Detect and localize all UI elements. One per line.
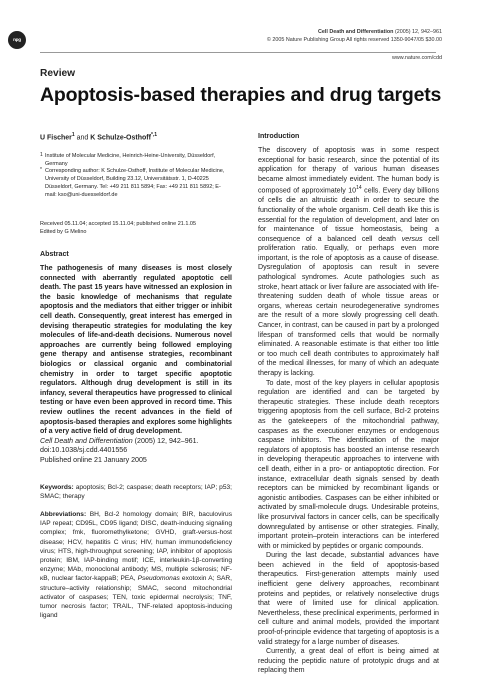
exponent: 14: [356, 185, 362, 192]
keywords-text: apoptosis; Bcl-2; caspase; death receptors; IAP; p53; SMAC; therapy: [40, 484, 232, 500]
journal-header: [318, 29, 442, 35]
abstract-heading: Abstract: [40, 250, 69, 258]
abstract-citation: [40, 437, 232, 447]
abstract-body: [40, 264, 232, 465]
author-1: U Fischer: [40, 134, 72, 142]
copyright-line: © 2005 Nature Publishing Group All rights reserved 1350-9047/05 $30.00: [266, 37, 442, 43]
received-dates: Received 05.11.04; accepted 15.11.04; published online 21.1.05: [40, 221, 197, 227]
author-separator: and: [74, 134, 91, 142]
intro-paragraph-4: Currently, a great deal of effort is being aimed at reducing the peptidic nature of prototypic drugs and at replacing them: [258, 647, 439, 675]
author-list: [40, 131, 232, 143]
received-info: [40, 221, 232, 236]
affiliations: [40, 153, 232, 199]
publisher-logo: npg: [8, 31, 26, 49]
author-2: K Schulze-Osthoff: [90, 134, 151, 142]
intro-paragraph-1: The discovery of apoptosis was in some respect exceptional for basic research, since the potential of its application for therapy of various human diseases became almost immediately evident. The human body is composed of approximately $10^{14}$ cells. Every day billions of cells die an altruistic death in order to secure the functionality of the whole organism. Cell death like this is essential for the regulation of development, and later on for maintenance of tissue homeostasis, being a consequence of a balanced cell death versus cell proliferation ratio. Equally, or perhaps even more important, is the role of apoptosis as a cause of disease. Dysregulation of apoptosis can result in severe pathological syndromes. Acute pathologies such as stroke, heart attack or liver failure are associated with life-threatening sudden death of whole tissue areas or organs, whereas certain neurodegenerative syndromes are the result of a more slowly progressing cell death. Cancer, in contrast, can be caused in part by a prolonged lifespan of transformed cells that would be normally eliminated. A reasonable estimate is that either too little or too much cell death contributes to approximately half of the medical illnesses, for many of which an adequate therapy is lacking.: [258, 146, 439, 378]
article-title: Apoptosis-based therapies and drug targets: [40, 84, 442, 106]
journal-name: Cell Death and Differentiation: [317, 29, 394, 35]
affiliation-1: [40, 153, 232, 168]
affiliation-corresponding: [40, 168, 232, 199]
abbreviations-label: Abbreviations:: [40, 511, 87, 518]
editor-line: Edited by G Melino: [40, 228, 87, 235]
citation-rest: (2005) 12, 942–961.: [132, 436, 199, 445]
abstract-text: The pathogenesis of many diseases is most closely connected with aberrantly regulated apoptotic cell death. The past 15 years have witnessed an explosion in the basic knowledge of mechanisms that regulate apoptosis and the mediators that either trigger or inhibit cell death. Consequently, great interest has emerged in devising therapeutic strategies for modulating the key molecules of life-and-death decisions. Numerous novel approaches are currently being followed employing gene therapy and antisense strategies, recombinant biologics or classical organic and combinatorial chemistry in order to target specific apoptotic regulators. Although drug development is still in its infancy, several therapeutics have progressed to clinical testing or have even been approved in record time. This review outlines the recent advances in the field of apoptosis-based therapies and explores some highlights of a very active field of drug development.: [40, 264, 232, 436]
intro-paragraph-2: To date, most of the key players in cellular apoptosis regulation are identified and can be targeted by therapeutic strategies. These include death receptors triggering apoptosis from the cell surface, Bcl-2 proteins as the gatekeepers of the mitochondrial pathway, caspases as the executioner enzymes or endogenous caspase inhibitors. The identification of the major regulators of apoptosis has boosted an intense research in developing therapeutic approaches to intervene with cell death, either in a pro- or antiapoptotic direction. For instance, extracellular death signals sensed by death receptors can be mimicked by recombinant ligands or agonistic antibodies. Caspases can be either inhibited or activated by small-molecule drugs. Undesirable proteins, like prosurvival factors in cancer cells, can be specifically downregulated by antisense or other strategies. Finally, important protein–protein interactions can be interfered with or mimicked by peptides or organic compounds.: [258, 378, 439, 550]
section-label: Review: [40, 68, 76, 79]
header-rule: [40, 52, 436, 53]
author-1-sup: 1: [71, 132, 75, 138]
introduction-heading: Introduction: [258, 132, 300, 140]
keywords-label: Keywords:: [40, 484, 74, 491]
affiliation-1-text: Institute of Molecular Medicine, Heinrich-Heine-University, Düsseldorf, Germany: [45, 153, 216, 167]
journal-volume: (2005) 12, 942–961: [394, 29, 442, 35]
citation-journal: Cell Death and Differentiation: [40, 436, 133, 445]
keywords: [40, 483, 232, 501]
intro-paragraph-3: During the last decade, substantial advances have been achieved in the field of apoptosis-based therapeutics. First-generation attempts mainly used inefficient gene delivery approaches, recombinant proteins and peptides, or relatively nonselective drugs that were of limited use for clinical application. Nevertheless, these preclinical experiments, performed in cell culture and animal models, provided the important proof-of-principle evidence that targeting of apoptosis is a valid strategy for a large number of diseases.: [258, 551, 439, 646]
author-2-sup: *,1: [150, 132, 158, 138]
abstract-doi[interactable]: doi:10.1038/sj.cdd.4401556: [40, 446, 128, 455]
italic-term: versus: [401, 234, 423, 243]
affiliation-1-mark: 1: [40, 152, 43, 158]
abstract-published: Published online 21 January 2005: [40, 455, 147, 464]
affiliation-2-mark: *: [40, 167, 42, 174]
affiliation-2-text: Corresponding author: K Schulze-Osthoff, Institute of Molecular Medicine, University of Düsseldorf, Building 23.12, Universitätsstr. 1, D-40225 Düsseldorf, Germany. Tel: +49 211 811 5894; Fax: +49 211 811 5892; E-mail: kso@uni-duesseldorf.de: [45, 168, 225, 198]
abbreviations-text: BH, Bcl-2 homology domain; BIR, baculovirus IAP repeat; CD95L, CD95 ligand; DISC, death-inducing signaling complex; fmk, fluoromethylketone; GVHD, graft-versus-host disease; HCV, hepatitis C virus; HIV, human immunodeficiency virus; HTS, high-throughput screening; IAP, inhibitor of apoptosis protein; IBM, IAP-binding motif; ICE, interleukin-1β-converting enzyme; MAb, monoclonal antibody; MS, multiple sclerosis; NF-κB, nuclear factor-kappaB; PEA, Pseudomonas exotoxin A; SAR, structure–activity relationship; SMAC, second mitochondrial activator of caspases; TEN, toxic epidermal necrolysis; TNF, tumor necrosis factor; TRAIL, TNF-related apoptosis-inducing ligand: [40, 511, 233, 620]
introduction-body: [258, 146, 439, 676]
abbreviations: [40, 510, 232, 620]
italic-term: Pseudomonas: [137, 575, 180, 583]
journal-url[interactable]: www.nature.com/cdd: [391, 55, 442, 61]
